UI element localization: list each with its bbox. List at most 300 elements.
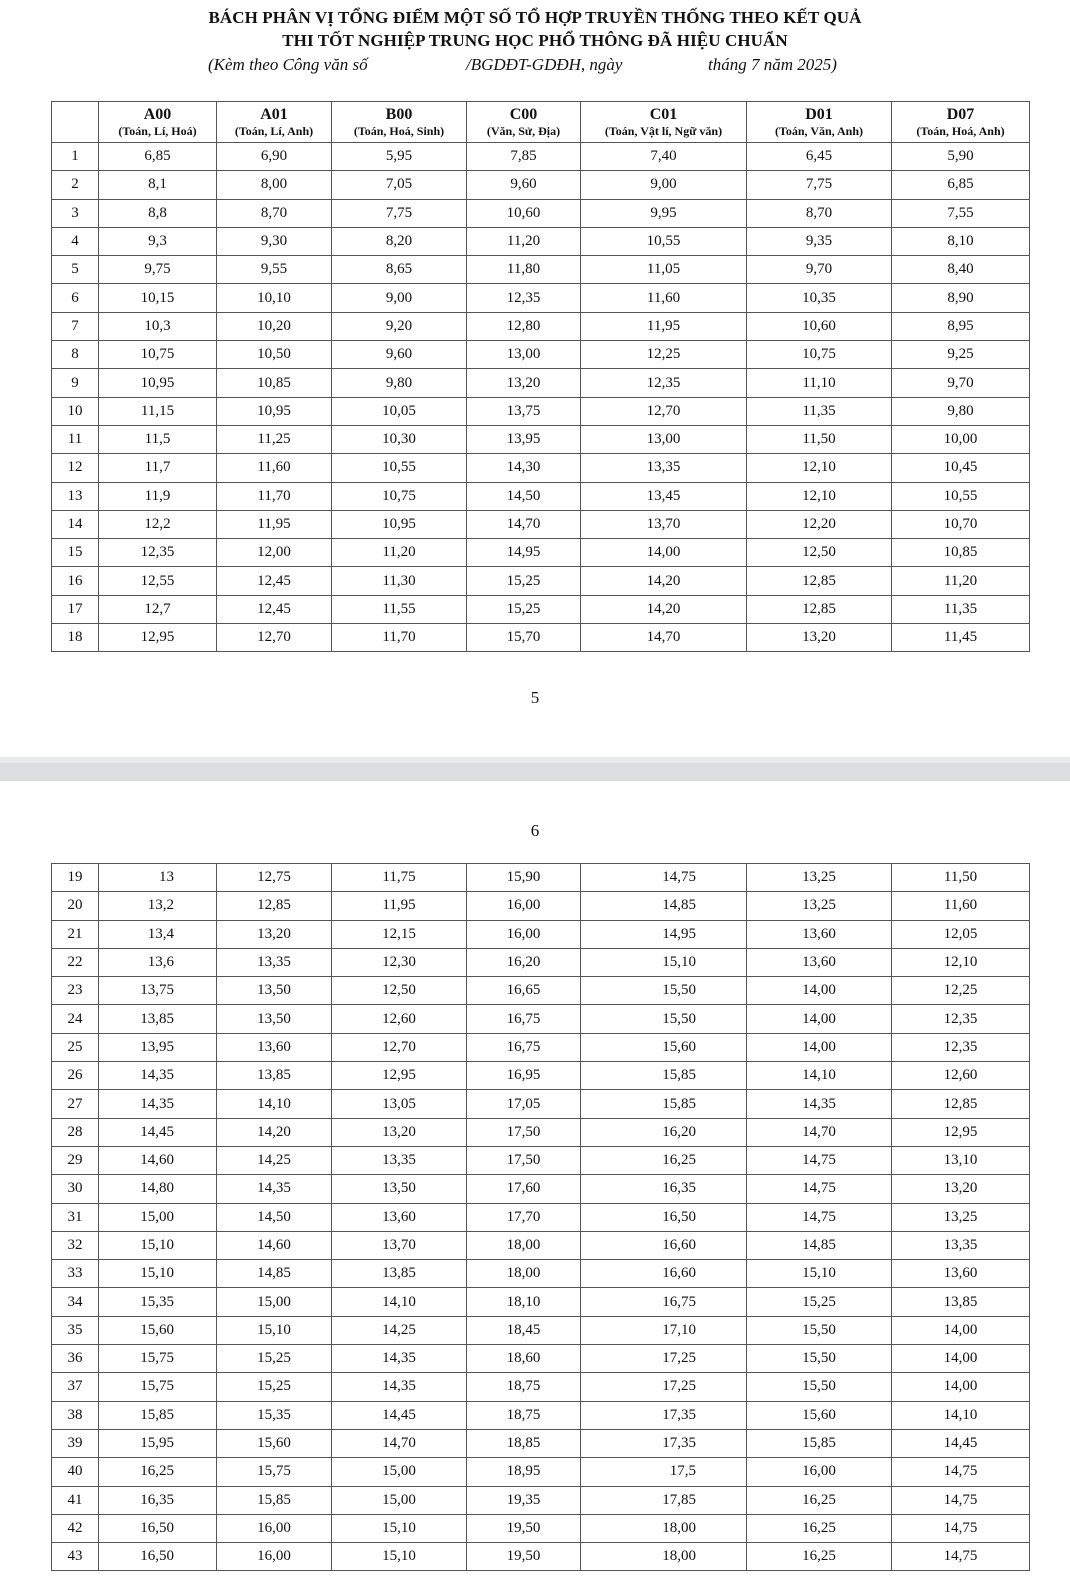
score-cell: 13,75 <box>467 397 581 425</box>
score-cell: 15,50 <box>747 1345 892 1373</box>
score-cell: 13,05 <box>332 1090 467 1118</box>
score-cell: 16,50 <box>99 1514 217 1542</box>
score-cell: 14,00 <box>747 977 892 1005</box>
score-cell: 16,00 <box>217 1543 332 1571</box>
document-title-line-1: BÁCH PHÂN VỊ TỔNG ĐIỂM MỘT SỐ TỔ HỢP TRUYỀN THỐNG THEO KẾT QUẢ <box>208 8 862 27</box>
score-cell: 12,10 <box>747 454 892 482</box>
score-cell: 14,00 <box>892 1345 1030 1373</box>
score-cell: 15,35 <box>217 1401 332 1429</box>
score-cell: 9,80 <box>892 397 1030 425</box>
score-cell: 17,50 <box>467 1118 581 1146</box>
column-code: C01 <box>649 106 678 123</box>
percentile-cell: 37 <box>52 1373 99 1401</box>
column-code: B00 <box>385 106 413 123</box>
score-cell: 13,20 <box>467 369 581 397</box>
score-cell: 14,80 <box>99 1175 217 1203</box>
score-cell: 12,7 <box>99 595 217 623</box>
score-cell: 9,60 <box>332 341 467 369</box>
score-cell: 12,85 <box>217 892 332 920</box>
score-cell: 18,00 <box>581 1543 747 1571</box>
percentile-cell: 5 <box>52 256 99 284</box>
score-cell: 8,1 <box>99 171 217 199</box>
score-cell: 9,75 <box>99 256 217 284</box>
column-subjects: (Toán, Vật lí, Ngữ văn) <box>604 124 723 138</box>
score-cell: 14,70 <box>332 1429 467 1457</box>
percentile-cell: 23 <box>52 977 99 1005</box>
percentile-cell: 35 <box>52 1316 99 1344</box>
score-cell: 11,95 <box>332 892 467 920</box>
score-cell: 15,50 <box>581 977 747 1005</box>
score-cell: 17,50 <box>467 1146 581 1174</box>
score-cell: 13,25 <box>747 864 892 892</box>
score-cell: 14,75 <box>892 1458 1030 1486</box>
score-cell: 15,00 <box>332 1458 467 1486</box>
score-cell: 14,20 <box>581 567 747 595</box>
score-cell: 12,60 <box>892 1062 1030 1090</box>
score-cell: 14,20 <box>581 595 747 623</box>
score-cell: 11,60 <box>892 892 1030 920</box>
score-cell: 10,00 <box>892 425 1030 453</box>
table-row <box>52 482 1030 510</box>
score-cell: 13,25 <box>892 1203 1030 1231</box>
percentile-cell: 8 <box>52 341 99 369</box>
column-code: D07 <box>946 106 975 123</box>
score-cell: 9,55 <box>217 256 332 284</box>
document-page-6 <box>0 781 1070 1576</box>
percentile-cell: 34 <box>52 1288 99 1316</box>
score-cell: 12,70 <box>332 1033 467 1061</box>
score-cell: 18,95 <box>467 1458 581 1486</box>
score-cell: 11,95 <box>581 312 747 340</box>
score-cell: 16,20 <box>467 948 581 976</box>
percentile-cell: 42 <box>52 1514 99 1542</box>
header-col <box>332 102 467 143</box>
table-row <box>52 284 1030 312</box>
score-cell: 10,50 <box>217 341 332 369</box>
score-cell: 12,70 <box>217 624 332 652</box>
score-cell: 15,25 <box>217 1345 332 1373</box>
table-row <box>52 1175 1030 1203</box>
table-row <box>52 1316 1030 1344</box>
score-cell: 18,75 <box>467 1401 581 1429</box>
score-cell: 15,95 <box>99 1429 217 1457</box>
score-cell: 12,45 <box>217 567 332 595</box>
score-cell: 15,10 <box>99 1231 217 1259</box>
table-row <box>52 948 1030 976</box>
score-cell: 18,85 <box>467 1429 581 1457</box>
table-header-row <box>52 102 1030 143</box>
score-cell: 12,10 <box>892 948 1030 976</box>
table-row <box>52 199 1030 227</box>
score-cell: 11,7 <box>99 454 217 482</box>
score-cell: 12,95 <box>892 1118 1030 1146</box>
score-cell: 13,60 <box>217 1033 332 1061</box>
score-cell: 12,70 <box>581 397 747 425</box>
score-cell: 9,25 <box>892 341 1030 369</box>
score-cell: 12,35 <box>581 369 747 397</box>
score-cell: 15,90 <box>467 864 581 892</box>
score-cell: 12,35 <box>892 1033 1030 1061</box>
score-cell: 11,50 <box>892 864 1030 892</box>
score-cell: 10,75 <box>747 341 892 369</box>
score-cell: 15,60 <box>581 1033 747 1061</box>
score-cell: 6,90 <box>217 143 332 171</box>
score-cell: 10,15 <box>99 284 217 312</box>
score-cell: 17,05 <box>467 1090 581 1118</box>
score-cell: 10,45 <box>892 454 1030 482</box>
score-cell: 13,35 <box>332 1146 467 1174</box>
score-cell: 14,85 <box>747 1231 892 1259</box>
score-cell: 9,60 <box>467 171 581 199</box>
score-cell: 10,05 <box>332 397 467 425</box>
table-row <box>52 1062 1030 1090</box>
score-cell: 13,20 <box>332 1118 467 1146</box>
score-cell: 13,85 <box>99 1005 217 1033</box>
percentile-cell: 18 <box>52 624 99 652</box>
score-cell: 14,10 <box>332 1288 467 1316</box>
percentile-cell: 7 <box>52 312 99 340</box>
percentile-cell: 13 <box>52 482 99 510</box>
score-cell: 14,70 <box>467 510 581 538</box>
score-cell: 9,3 <box>99 227 217 255</box>
score-cell: 15,25 <box>467 567 581 595</box>
percentile-cell: 22 <box>52 948 99 976</box>
score-cell: 11,35 <box>892 595 1030 623</box>
score-cell: 15,25 <box>217 1373 332 1401</box>
table-row <box>52 1203 1030 1231</box>
score-cell: 14,35 <box>747 1090 892 1118</box>
table-row <box>52 1118 1030 1146</box>
score-cell: 11,55 <box>332 595 467 623</box>
score-cell: 14,75 <box>892 1514 1030 1542</box>
score-cell: 16,35 <box>581 1175 747 1203</box>
score-cell: 11,60 <box>217 454 332 482</box>
score-cell: 7,75 <box>332 199 467 227</box>
document-page-5 <box>0 0 1070 757</box>
score-cell: 14,85 <box>581 892 747 920</box>
score-cell: 16,00 <box>467 920 581 948</box>
score-cell: 16,25 <box>747 1514 892 1542</box>
table-row <box>52 567 1030 595</box>
score-cell: 14,75 <box>581 864 747 892</box>
percentile-cell: 21 <box>52 920 99 948</box>
score-cell: 12,95 <box>332 1062 467 1090</box>
percentile-cell: 17 <box>52 595 99 623</box>
percentile-cell: 36 <box>52 1345 99 1373</box>
score-cell: 14,35 <box>332 1345 467 1373</box>
score-cell: 14,70 <box>747 1118 892 1146</box>
percentile-cell: 40 <box>52 1458 99 1486</box>
column-subjects: (Toán, Lí, Anh) <box>234 124 314 138</box>
score-cell: 9,80 <box>332 369 467 397</box>
header-percentile <box>52 102 99 143</box>
score-cell: 11,35 <box>747 397 892 425</box>
percentile-cell: 32 <box>52 1231 99 1259</box>
score-cell: 11,20 <box>467 227 581 255</box>
score-cell: 13,85 <box>332 1260 467 1288</box>
score-cell: 13,95 <box>467 425 581 453</box>
score-cell: 12,35 <box>467 284 581 312</box>
score-cell: 10,75 <box>332 482 467 510</box>
table-row <box>52 1033 1030 1061</box>
score-cell: 16,65 <box>467 977 581 1005</box>
percentile-cell: 33 <box>52 1260 99 1288</box>
score-cell: 12,35 <box>892 1005 1030 1033</box>
score-cell: 10,85 <box>892 539 1030 567</box>
score-cell: 14,10 <box>217 1090 332 1118</box>
score-cell: 17,10 <box>581 1316 747 1344</box>
subtitle-part-1: (Kèm theo Công văn số <box>208 55 368 74</box>
score-cell: 13,70 <box>581 510 747 538</box>
score-cell: 14,25 <box>332 1316 467 1344</box>
score-cell: 8,95 <box>892 312 1030 340</box>
score-cell: 15,10 <box>747 1260 892 1288</box>
score-cell: 15,00 <box>332 1486 467 1514</box>
score-cell: 14,50 <box>467 482 581 510</box>
score-cell: 13,45 <box>581 482 747 510</box>
score-cell: 14,35 <box>217 1175 332 1203</box>
table-row <box>52 892 1030 920</box>
score-cell: 14,10 <box>747 1062 892 1090</box>
table-row <box>52 1260 1030 1288</box>
table-row <box>52 397 1030 425</box>
table-row <box>52 539 1030 567</box>
score-cell: 10,95 <box>217 397 332 425</box>
score-cell: 19,50 <box>467 1514 581 1542</box>
score-cell: 10,95 <box>332 510 467 538</box>
score-cell: 13,70 <box>332 1231 467 1259</box>
score-cell: 10,30 <box>332 425 467 453</box>
score-cell: 11,70 <box>217 482 332 510</box>
score-cell: 8,00 <box>217 171 332 199</box>
score-cell: 11,9 <box>99 482 217 510</box>
table-row <box>52 1458 1030 1486</box>
score-cell: 15,85 <box>747 1429 892 1457</box>
score-cell: 8,90 <box>892 284 1030 312</box>
score-cell: 10,3 <box>99 312 217 340</box>
score-cell: 14,35 <box>99 1062 217 1090</box>
score-cell: 17,35 <box>581 1429 747 1457</box>
score-cell: 14,45 <box>332 1401 467 1429</box>
table-row <box>52 454 1030 482</box>
table-row <box>52 920 1030 948</box>
percentile-cell: 38 <box>52 1401 99 1429</box>
percentile-cell: 12 <box>52 454 99 482</box>
percentile-cell: 3 <box>52 199 99 227</box>
percentile-cell: 41 <box>52 1486 99 1514</box>
score-cell: 14,00 <box>892 1373 1030 1401</box>
table-row <box>52 1486 1030 1514</box>
score-cell: 16,20 <box>581 1118 747 1146</box>
table-row <box>52 227 1030 255</box>
score-cell: 10,55 <box>892 482 1030 510</box>
score-cell: 14,75 <box>892 1543 1030 1571</box>
score-cell: 12,15 <box>332 920 467 948</box>
score-cell: 14,35 <box>332 1373 467 1401</box>
score-cell: 16,00 <box>217 1514 332 1542</box>
score-cell: 14,45 <box>99 1118 217 1146</box>
score-cell: 11,75 <box>332 864 467 892</box>
score-cell: 16,60 <box>581 1260 747 1288</box>
document-title-line-2: THI TỐT NGHIỆP TRUNG HỌC PHỔ THÔNG ĐÃ HIỆU CHUẨN <box>282 31 788 50</box>
score-cell: 17,70 <box>467 1203 581 1231</box>
percentile-cell: 14 <box>52 510 99 538</box>
score-cell: 7,40 <box>581 143 747 171</box>
percentile-table-part-2 <box>51 863 1030 1571</box>
score-cell: 14,75 <box>892 1486 1030 1514</box>
table-row <box>52 977 1030 1005</box>
score-cell: 15,85 <box>217 1486 332 1514</box>
column-subjects: (Toán, Lí, Hoá) <box>118 124 197 138</box>
score-cell: 10,55 <box>332 454 467 482</box>
percentile-cell: 28 <box>52 1118 99 1146</box>
score-cell: 13,6 <box>99 948 217 976</box>
table-row <box>52 256 1030 284</box>
score-cell: 15,85 <box>99 1401 217 1429</box>
score-cell: 16,60 <box>581 1231 747 1259</box>
score-cell: 13,20 <box>892 1175 1030 1203</box>
score-cell: 13,00 <box>581 425 747 453</box>
score-cell: 14,95 <box>467 539 581 567</box>
table-row <box>52 624 1030 652</box>
score-cell: 17,85 <box>581 1486 747 1514</box>
score-cell: 8,40 <box>892 256 1030 284</box>
score-cell: 11,45 <box>892 624 1030 652</box>
table-row <box>52 1514 1030 1542</box>
score-cell: 8,65 <box>332 256 467 284</box>
score-cell: 15,75 <box>217 1458 332 1486</box>
score-cell: 14,60 <box>99 1146 217 1174</box>
table-row <box>52 864 1030 892</box>
score-cell: 12,45 <box>217 595 332 623</box>
percentile-cell: 15 <box>52 539 99 567</box>
table-row <box>52 595 1030 623</box>
table-row <box>52 425 1030 453</box>
score-cell: 15,75 <box>99 1373 217 1401</box>
score-cell: 12,85 <box>747 567 892 595</box>
score-cell: 16,00 <box>467 892 581 920</box>
percentile-cell: 43 <box>52 1543 99 1571</box>
score-cell: 15,85 <box>581 1090 747 1118</box>
score-cell: 18,60 <box>467 1345 581 1373</box>
percentile-cell: 16 <box>52 567 99 595</box>
score-cell: 18,00 <box>467 1231 581 1259</box>
score-cell: 8,20 <box>332 227 467 255</box>
score-cell: 11,20 <box>332 539 467 567</box>
score-cell: 7,75 <box>747 171 892 199</box>
score-cell: 12,35 <box>99 539 217 567</box>
percentile-cell: 25 <box>52 1033 99 1061</box>
score-cell: 11,60 <box>581 284 747 312</box>
score-cell: 10,60 <box>467 199 581 227</box>
table-row <box>52 1288 1030 1316</box>
score-cell: 13,35 <box>217 948 332 976</box>
score-cell: 14,50 <box>217 1203 332 1231</box>
score-cell: 15,35 <box>99 1288 217 1316</box>
score-cell: 16,50 <box>99 1543 217 1571</box>
column-code: A01 <box>260 106 288 123</box>
score-cell: 14,60 <box>217 1231 332 1259</box>
score-cell: 12,85 <box>747 595 892 623</box>
score-cell: 15,60 <box>217 1429 332 1457</box>
score-cell: 14,70 <box>581 624 747 652</box>
score-cell: 8,70 <box>217 199 332 227</box>
score-cell: 17,25 <box>581 1373 747 1401</box>
table-row <box>52 171 1030 199</box>
score-cell: 16,50 <box>581 1203 747 1231</box>
score-cell: 13,95 <box>99 1033 217 1061</box>
table-row <box>52 1090 1030 1118</box>
percentile-cell: 29 <box>52 1146 99 1174</box>
score-cell: 9,35 <box>747 227 892 255</box>
score-cell: 12,30 <box>332 948 467 976</box>
score-cell: 15,70 <box>467 624 581 652</box>
subtitle-part-2: /BGDĐT-GDĐH, ngày <box>466 55 623 74</box>
score-cell: 12,95 <box>99 624 217 652</box>
score-cell: 13,75 <box>99 977 217 1005</box>
score-cell: 14,45 <box>892 1429 1030 1457</box>
score-cell: 9,00 <box>332 284 467 312</box>
score-cell: 15,25 <box>467 595 581 623</box>
score-cell: 12,25 <box>892 977 1030 1005</box>
score-cell: 13,60 <box>747 948 892 976</box>
score-cell: 18,00 <box>581 1514 747 1542</box>
score-cell: 13,4 <box>99 920 217 948</box>
score-cell: 18,45 <box>467 1316 581 1344</box>
score-cell: 10,10 <box>217 284 332 312</box>
score-cell: 10,85 <box>217 369 332 397</box>
score-cell: 12,75 <box>217 864 332 892</box>
score-cell: 16,75 <box>581 1288 747 1316</box>
score-cell: 11,5 <box>99 425 217 453</box>
score-cell: 14,00 <box>747 1005 892 1033</box>
score-cell: 11,95 <box>217 510 332 538</box>
score-cell: 13,85 <box>217 1062 332 1090</box>
score-cell: 10,20 <box>217 312 332 340</box>
score-cell: 15,10 <box>332 1543 467 1571</box>
score-cell: 9,70 <box>892 369 1030 397</box>
subtitle-part-3: tháng 7 năm 2025) <box>708 55 837 74</box>
header-col <box>99 102 217 143</box>
score-cell: 14,20 <box>217 1118 332 1146</box>
score-cell: 15,10 <box>99 1260 217 1288</box>
header-col <box>217 102 332 143</box>
score-cell: 10,95 <box>99 369 217 397</box>
table-row <box>52 1231 1030 1259</box>
score-cell: 15,10 <box>332 1514 467 1542</box>
header-col <box>892 102 1030 143</box>
header-col <box>747 102 892 143</box>
percentile-cell: 4 <box>52 227 99 255</box>
score-cell: 15,10 <box>581 948 747 976</box>
percentile-cell: 2 <box>52 171 99 199</box>
score-cell: 13,20 <box>747 624 892 652</box>
column-subjects: (Toán, Văn, Anh) <box>774 124 864 138</box>
score-cell: 11,05 <box>581 256 747 284</box>
score-cell: 9,70 <box>747 256 892 284</box>
score-cell: 15,25 <box>747 1288 892 1316</box>
score-cell: 14,35 <box>99 1090 217 1118</box>
score-cell: 5,95 <box>332 143 467 171</box>
score-cell: 16,75 <box>467 1033 581 1061</box>
score-cell: 13,85 <box>892 1288 1030 1316</box>
column-code: D01 <box>805 106 833 123</box>
table-row <box>52 1543 1030 1571</box>
score-cell: 11,30 <box>332 567 467 595</box>
score-cell: 7,85 <box>467 143 581 171</box>
score-cell: 16,25 <box>581 1146 747 1174</box>
score-cell: 18,75 <box>467 1373 581 1401</box>
